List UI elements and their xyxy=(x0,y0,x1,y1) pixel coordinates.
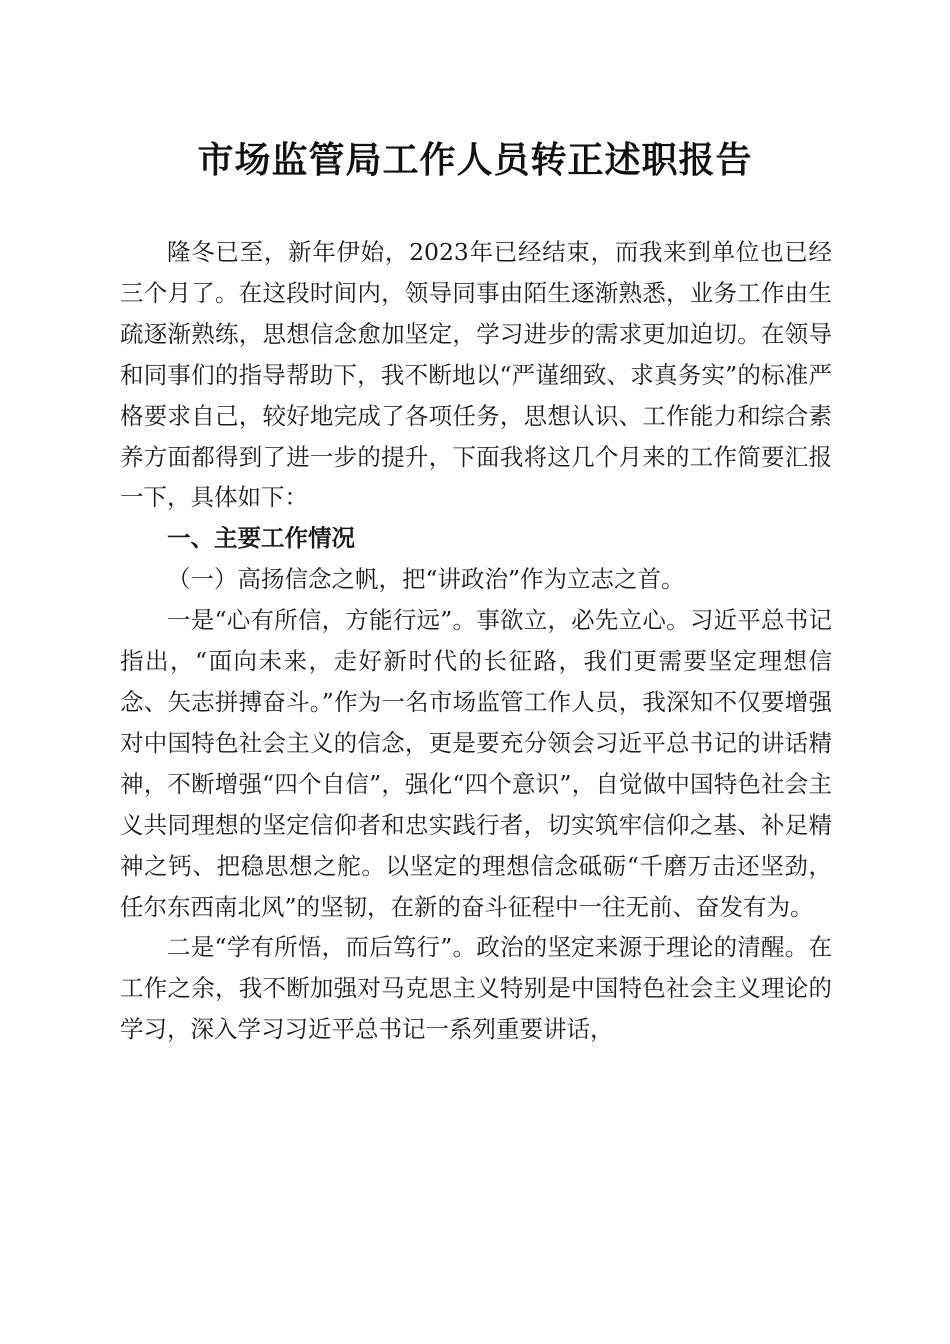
section-heading-main-work: 一、主要工作情况 xyxy=(167,524,355,553)
point-one-paragraph: 一是“心有所信，方能行远”。事欲立，必先立心。习近平总书记指出，“面向未来，走好新时代的长征路，我们更需要坚定理想信念、矢志拼搏奋斗。”作为一名市场监管工作人员，我深知不仅要增强对中国特色社会主义的信念，更是要充分领会习近平总书记的讲话精神，不断增强“四个自信”，强化“四个意识”，自觉做中国特色社会主义共同理想的坚定信仰者和忠实践行者，切实筑牢信仰之基、补足精神之钙、把稳思想之舵。以坚定的理想信念砥砺“千磨万击还坚劲，任尔东西南北风”的坚韧，在新的奋斗征程中一往无前、奋发有为。 xyxy=(120,606,832,921)
document-title: 市场监管局工作人员转正述职报告 xyxy=(197,139,753,181)
subsection-heading-politics: （一）高扬信念之帆，把“讲政治”作为立志之首。 xyxy=(167,565,685,594)
intro-paragraph: 隆冬已至，新年伊始，2023年已经结束，而我来到单位也已经三个月了。在这段时间内，领导同事由陌生逐渐熟悉，业务工作由生疏逐渐熟练，思想信念愈加坚定，学习进步的需求更加迫切。在领导和同事们的指导帮助下，我不断地以“严谨细致、求真务实”的标准严格要求自己，较好地完成了各项任务，思想认识、工作能力和综合素养方面都得到了进一步的提升，下面我将这几个月来的工作简要汇报一下，具体如下： xyxy=(120,238,832,512)
point-two-paragraph: 二是“学有所悟，而后笃行”。政治的坚定来源于理论的清醒。在工作之余，我不断加强对马克思主义特别是中国特色社会主义理论的学习，深入学习习近平总书记一系列重要讲话， xyxy=(120,933,832,1044)
document-body xyxy=(120,232,832,1050)
